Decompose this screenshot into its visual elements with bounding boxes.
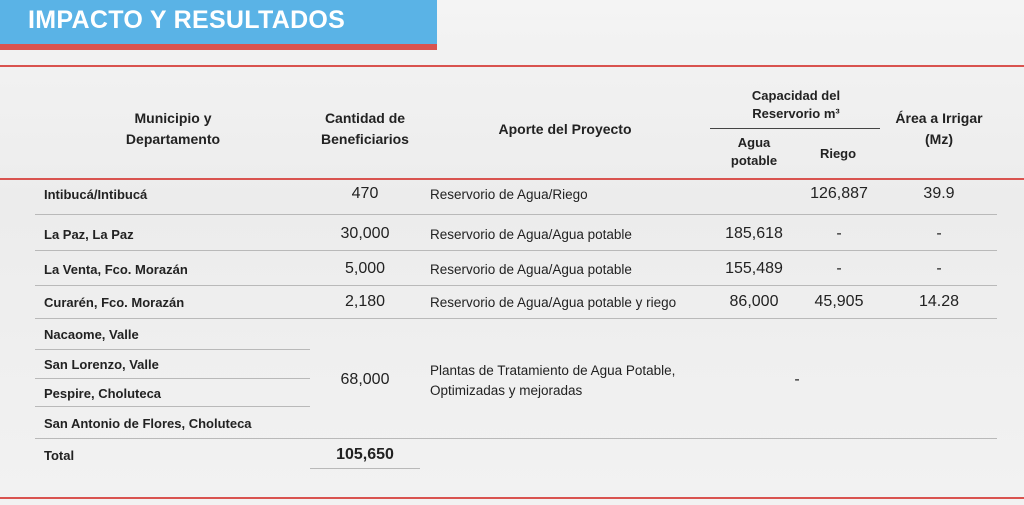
table-bottom-border [0, 497, 1024, 499]
cell-aporte: Reservorio de Agua/Agua potable y riego [430, 295, 677, 310]
cell-beneficiarios: 2,180 [344, 293, 386, 310]
cell-area: 39.9 [923, 185, 955, 202]
header-cantidad: Cantidad de Beneficiarios [321, 110, 409, 147]
cell-area: 14.28 [918, 293, 960, 310]
cell-aporte: Reservorio de Agua/Agua potable [430, 227, 632, 242]
row-divider [35, 318, 997, 319]
cell-agua-potable: 155,489 [725, 260, 783, 277]
cell-agua-potable: 86,000 [729, 293, 779, 310]
header-area: Área a Irrigar (Mz) [895, 110, 983, 147]
row-divider [35, 214, 997, 215]
cell-municipio: La Paz, La Paz [44, 227, 134, 242]
cell-municipio: San Lorenzo, Valle [44, 357, 159, 372]
cell-riego: 45,905 [814, 293, 864, 310]
total-underline [310, 468, 420, 469]
cell-aporte: Reservorio de Agua/Riego [430, 187, 588, 202]
cell-riego: 126,887 [810, 185, 868, 202]
row-divider [35, 250, 997, 251]
header-capacidad: Capacidad del Reservorio m³ [751, 88, 841, 121]
page-title: IMPACTO Y RESULTADOS [28, 6, 346, 34]
cell-beneficiarios: 68,000 [340, 371, 390, 388]
row-divider [35, 378, 310, 379]
total-label: Total [44, 448, 75, 463]
cell-municipio: Curarén, Fco. Morazán [44, 295, 185, 310]
cell-beneficiarios: 30,000 [340, 225, 390, 242]
cell-municipio: Pespire, Choluteca [44, 386, 162, 401]
cell-area: - [936, 225, 942, 242]
total-value: 105,650 [336, 446, 394, 463]
cell-municipio: Intibucá/Intibucá [44, 187, 148, 202]
cell-capacidad: - [794, 371, 800, 388]
row-divider [35, 285, 997, 286]
cell-beneficiarios: 5,000 [344, 260, 386, 277]
header-bottom-border [0, 178, 1024, 180]
cell-beneficiarios: 470 [351, 185, 379, 202]
cell-municipio: San Antonio de Flores, Choluteca [44, 416, 252, 431]
capacidad-divider [710, 128, 880, 129]
cell-area: - [936, 260, 942, 277]
row-divider [35, 349, 310, 350]
cell-aporte: Reservorio de Agua/Agua potable [430, 262, 632, 277]
cell-agua-potable: 185,618 [725, 225, 783, 242]
table-top-border [0, 65, 1024, 67]
header-municipio: Municipio y Departamento [125, 110, 221, 147]
title-underline [0, 44, 437, 50]
header-agua-potable: Agua potable [730, 135, 778, 168]
cell-municipio: Nacaome, Valle [44, 327, 139, 342]
header-aporte: Aporte del Proyecto [498, 121, 632, 137]
row-divider [35, 438, 997, 439]
header-riego: Riego [819, 146, 857, 161]
cell-riego: - [836, 225, 842, 242]
cell-riego: - [836, 260, 842, 277]
cell-municipio: La Venta, Fco. Morazán [44, 262, 188, 277]
cell-aporte: Plantas de Tratamiento de Agua Potable, Optimizadas y mejoradas [430, 363, 676, 398]
row-divider [35, 406, 310, 407]
